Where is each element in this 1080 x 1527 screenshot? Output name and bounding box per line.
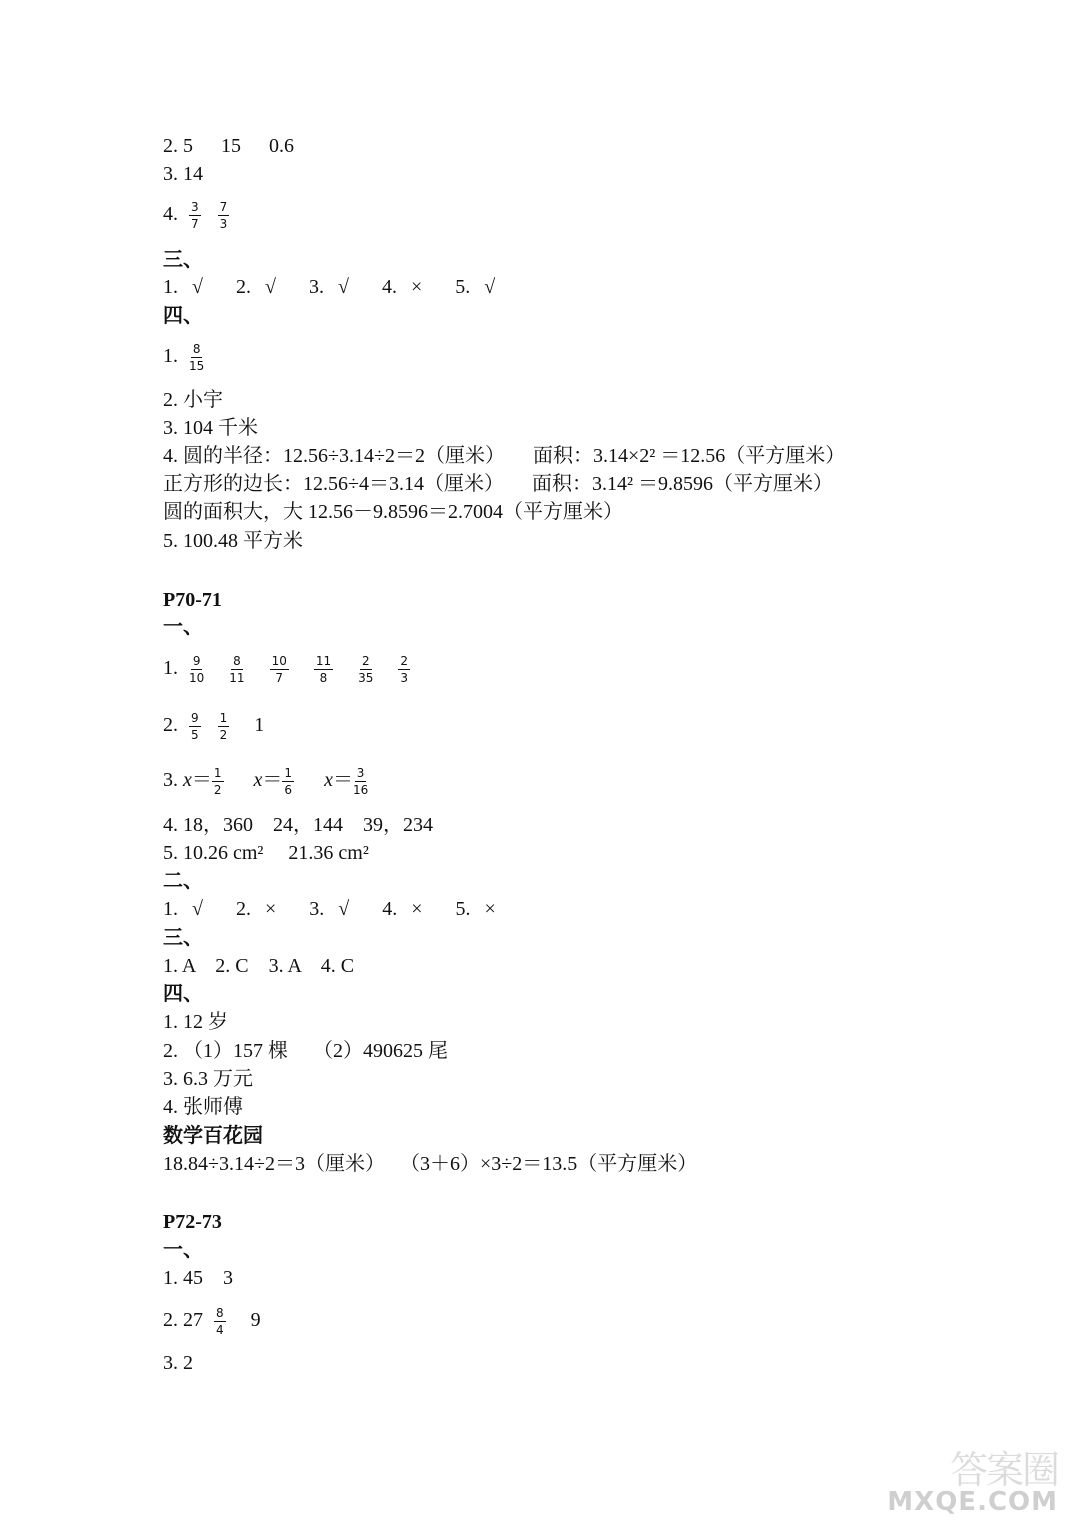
numerator: 10 [271, 654, 287, 668]
numerator: 8 [216, 1306, 224, 1320]
numerator: 1 [213, 766, 222, 780]
text: 1. [163, 276, 178, 298]
text: 5. [455, 898, 471, 920]
judgement-line [163, 897, 496, 921]
text: 2. [235, 898, 251, 920]
mark: √ [264, 276, 276, 298]
answer-line: 3. 6.3 万元 [163, 1068, 253, 1090]
denominator: 16 [352, 783, 369, 797]
fraction [353, 766, 368, 797]
fraction [218, 711, 230, 742]
answer-line: 1. 45 3 [163, 1267, 233, 1289]
answer-line [163, 654, 416, 685]
fraction [218, 200, 230, 231]
numerator: 3 [356, 766, 365, 780]
answer-line: 5. 10.26 cm² 21.36 cm² [163, 842, 369, 864]
watermark-glyphs: 答案圈 [949, 1448, 1058, 1492]
mark: × [410, 276, 423, 298]
text: 4. [381, 276, 397, 298]
mark: √ [192, 898, 203, 920]
section-heading: 一、 [163, 616, 203, 638]
answer-line: 18.84÷3.14÷2＝3（厘米） （3＋6）×3÷2＝13.5（平方厘米） [163, 1153, 698, 1175]
text: 2. 5 [163, 135, 193, 157]
text: 2. [163, 714, 178, 737]
answer-line: 3. 2 [163, 1352, 193, 1374]
denominator: 10 [189, 671, 205, 685]
watermark-site: MXQE.COM [887, 1487, 1058, 1517]
denominator: 11 [229, 671, 245, 685]
numerator: 2 [361, 654, 370, 668]
numerator: 9 [191, 711, 199, 725]
answer-line: 4. 张师傅 [163, 1096, 243, 1118]
numerator: 11 [315, 654, 332, 668]
fraction [229, 654, 244, 685]
numerator: 8 [233, 654, 241, 668]
text: 2. [235, 276, 251, 298]
text: 2. 27 [163, 1309, 203, 1332]
text: 4. [163, 203, 178, 226]
variable: x [183, 769, 192, 792]
text: 1. [163, 657, 178, 680]
mark: × [264, 898, 277, 920]
text: 9 [250, 1309, 261, 1332]
fraction [189, 711, 201, 742]
text: 4. 圆的半径：12.56÷3.14÷2＝2（厘米） [163, 445, 505, 467]
fraction [398, 654, 410, 685]
text: 面积：3.14² ＝9.8596（平方厘米） [531, 473, 833, 495]
text: 正方形的边长：12.56÷4＝3.14（厘米） [163, 473, 504, 495]
section-heading: 二、 [163, 870, 203, 892]
denominator: 6 [284, 783, 293, 797]
mark: √ [484, 276, 496, 298]
denominator: 3 [219, 217, 228, 231]
numerator: 3 [191, 200, 199, 214]
variable: x [253, 769, 263, 792]
text: 0.6 [269, 135, 294, 157]
text: 面积：3.14×2² ＝12.56（平方厘米） [532, 445, 846, 467]
section-heading: 四、 [163, 983, 203, 1005]
judgement-line [163, 275, 495, 299]
denominator: 4 [216, 1323, 224, 1337]
numerator: 1 [284, 766, 293, 780]
fraction [189, 342, 204, 373]
numerator: 9 [192, 654, 201, 668]
answer-line: 圆的面积大，大 12.56－9.8596＝2.7004（平方厘米） [163, 501, 623, 523]
fraction [314, 654, 333, 685]
mark: × [484, 898, 496, 920]
fraction [189, 200, 201, 231]
fraction [270, 654, 289, 685]
denominator: 7 [191, 217, 199, 231]
section-heading: 四、 [163, 305, 203, 327]
section-heading: 数学百花园 [163, 1125, 263, 1147]
fraction [189, 654, 204, 685]
answer-line: 2. （1）157 棵 （2）490625 尾 [163, 1040, 448, 1062]
mark: √ [338, 898, 350, 920]
answer-line [163, 711, 264, 742]
mark: × [411, 898, 423, 920]
section-heading: 三、 [163, 927, 203, 949]
numerator: 8 [192, 342, 201, 356]
numerator: 1 [219, 711, 228, 725]
answer-line: 3. 14 [163, 163, 203, 185]
mark: √ [337, 276, 349, 298]
denominator: 35 [358, 671, 374, 685]
fraction [212, 766, 224, 797]
answer-line: 2. 小宇 [163, 389, 223, 411]
text: 3. [308, 276, 324, 298]
text: 3. [309, 898, 325, 920]
numerator: 2 [400, 654, 409, 668]
text: 1. [163, 345, 178, 368]
fraction [282, 766, 294, 797]
page-ref-title: P70-71 [163, 589, 222, 611]
answer-line: 3. 104 千米 [163, 417, 258, 439]
fraction [214, 1306, 226, 1337]
text: 15 [221, 135, 241, 157]
answer-line [163, 342, 210, 373]
denominator: 5 [191, 728, 199, 742]
numerator: 7 [219, 200, 228, 214]
answer-line: 5. 100.48 平方米 [163, 530, 303, 552]
denominator: 2 [219, 728, 228, 742]
denominator: 8 [319, 671, 328, 685]
answer-line [163, 1306, 261, 1337]
denominator: 7 [275, 671, 284, 685]
answer-line: 4. 18，360 24，144 39，234 [163, 814, 433, 836]
text: ＝ [262, 769, 283, 792]
section-heading: 一、 [163, 1239, 203, 1261]
fraction [358, 654, 373, 685]
denominator: 3 [400, 671, 409, 685]
answer-line [163, 472, 833, 496]
answer-line [163, 444, 845, 468]
answer-line: 1. A 2. C 3. A 4. C [163, 955, 355, 977]
text: ＝ [191, 769, 212, 792]
text: 5. [455, 276, 471, 298]
mark: √ [192, 276, 203, 298]
text: 3. [163, 769, 178, 792]
answer-line [163, 200, 235, 231]
answer-line [163, 134, 294, 158]
answer-line: 1. 12 岁 [163, 1011, 228, 1033]
page-ref-title: P72-73 [163, 1211, 222, 1233]
section-heading: 三、 [163, 249, 203, 271]
watermark-logo [868, 1439, 1068, 1517]
text: ＝ [332, 769, 353, 792]
text: 1 [254, 714, 265, 737]
denominator: 15 [189, 359, 205, 373]
text: 1. [163, 898, 178, 920]
answer-line [163, 766, 374, 797]
denominator: 2 [213, 783, 222, 797]
variable: x [324, 769, 333, 792]
text: 4. [382, 898, 398, 920]
